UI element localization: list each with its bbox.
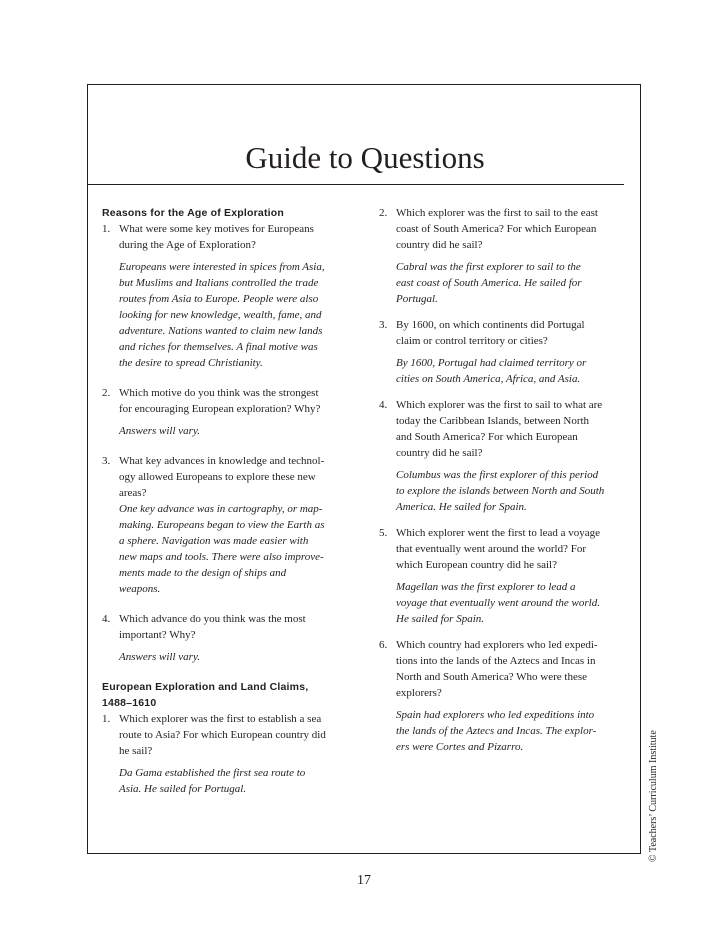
question-line: important? Why? [119, 629, 196, 641]
question-line: during the Age of Exploration? [119, 239, 256, 251]
question-text [396, 637, 627, 701]
answer [102, 501, 352, 597]
question-line: coast of South America? For which European [396, 223, 597, 235]
answer-line: Answers will vary. [119, 425, 200, 437]
answer-line: looking for new knowledge, wealth, fame, and [119, 309, 322, 321]
answer-line: but Muslims and Italians controlled the trade [119, 277, 319, 289]
question-number: 1. [102, 713, 111, 725]
question-number: 3. [102, 455, 111, 467]
answer [379, 707, 627, 755]
question-number: 2. [102, 387, 111, 399]
question-line: North and South America? Who were these [396, 671, 588, 683]
answer-line: Portugal. [396, 293, 438, 305]
answer-line: Spain had explorers who led expeditions into [396, 709, 595, 721]
answer-line: Magellan was the first explorer to lead a [396, 581, 576, 593]
question-line: tions into the lands of the Aztecs and Incas in [396, 655, 596, 667]
question-text [119, 221, 352, 253]
question [102, 385, 352, 417]
answer-line: Asia. He sailed for Portugal. [119, 783, 247, 795]
answer-line: weapons. [119, 583, 161, 595]
answer-line: One key advance was in cartography, or map- [119, 503, 323, 515]
section-heading [102, 679, 352, 711]
question-line: which European country did he sail? [396, 559, 557, 571]
question-line: route to Asia? For which European country did [119, 729, 326, 741]
answer [102, 765, 352, 797]
answer-line: Europeans were interested in spices from Asia, [119, 261, 325, 273]
question-number: 1. [102, 223, 111, 235]
question-line: that eventually went around the world? For [396, 543, 587, 555]
question [102, 453, 352, 501]
answer-line: east coast of South America. He sailed for [396, 277, 582, 289]
copyright-notice: © Teachers’ Curriculum Institute [648, 730, 659, 862]
answer-line: new maps and tools. There were also improve- [119, 551, 324, 563]
question-line: explorers? [396, 687, 442, 699]
question-line: Which explorer was the first to establish a sea [119, 713, 322, 725]
question-line: Which explorer was the first to sail to what are [396, 399, 603, 411]
question-line: ogy allowed Europeans to explore these new [119, 471, 316, 483]
answer [102, 649, 352, 665]
section-heading-line: 1488–1610 [102, 697, 157, 709]
answer [379, 259, 627, 307]
question [102, 711, 352, 759]
answer-line: the desire to spread Christianity. [119, 357, 263, 369]
question-line: Which country had explorers who led expedi- [396, 639, 598, 651]
answer [102, 423, 352, 439]
answer-line: a sphere. Navigation was made easier with [119, 535, 309, 547]
answer [379, 579, 627, 627]
question-line: What were some key motives for Europeans [119, 223, 314, 235]
answer-line: Cabral was the first explorer to sail to the [396, 261, 581, 273]
answer-line: voyage that eventually went around the world. [396, 597, 600, 609]
question-text [119, 453, 352, 501]
question-line: country did he sail? [396, 239, 483, 251]
question-line: Which motive do you think was the strongest [119, 387, 319, 399]
question-line: By 1600, on which continents did Portugal [396, 319, 585, 331]
question-text [396, 317, 627, 349]
question-line: areas? [119, 487, 147, 499]
question-number: 5. [379, 527, 388, 539]
question-number: 6. [379, 639, 388, 651]
question-text [119, 385, 352, 417]
question-text [396, 525, 627, 573]
question-line: today the Caribbean Islands, between North [396, 415, 590, 427]
page-number: 17 [357, 873, 371, 888]
question-line: and South America? For which European [396, 431, 578, 443]
question [379, 397, 627, 461]
question-line: Which explorer was the first to sail to the east [396, 207, 598, 219]
question-text [119, 611, 352, 643]
answer-line: making. Europeans began to view the Earth as [119, 519, 325, 531]
question [379, 317, 627, 349]
question-line: Which explorer went the first to lead a voyage [396, 527, 601, 539]
question-text [396, 205, 627, 253]
answer-line: He sailed for Spain. [396, 613, 484, 625]
question-line: What key advances in knowledge and technol- [119, 455, 325, 467]
answer-line: Columbus was the first explorer of this period [396, 469, 599, 481]
title-rule [87, 184, 624, 185]
answer-line: adventure. Nations wanted to claim new lands [119, 325, 323, 337]
answer [379, 467, 627, 515]
question [379, 525, 627, 573]
answer-line: ers were Cortes and Pizarro. [396, 741, 524, 753]
question-number: 4. [102, 613, 111, 625]
left-column [102, 205, 352, 797]
answer-line: routes from Asia to Europe. People were also [119, 293, 319, 305]
question-text [396, 397, 627, 461]
question-number: 2. [379, 207, 388, 219]
answer-line: By 1600, Portugal had claimed territory or [396, 357, 587, 369]
answer-line: cities on South America, Africa, and Asia. [396, 373, 581, 385]
section-heading: Reasons for the Age of Exploration [102, 207, 285, 219]
question-line: for encouraging European exploration? Why? [119, 403, 321, 415]
right-column [379, 205, 627, 755]
question [379, 205, 627, 253]
question-number: 4. [379, 399, 388, 411]
question [379, 637, 627, 701]
answer-line: and riches for themselves. A final motive was [119, 341, 318, 353]
question-line: country did he sail? [396, 447, 483, 459]
question-number: 3. [379, 319, 388, 331]
question-line: Which advance do you think was the most [119, 613, 306, 625]
answer-line: to explore the islands between North and South [396, 485, 605, 497]
question [102, 611, 352, 643]
answer-line: Da Gama established the first sea route to [119, 767, 306, 779]
answer-line: Answers will vary. [119, 651, 200, 663]
question-line: he sail? [119, 745, 153, 757]
page-title: Guide to Questions [245, 140, 485, 175]
question-text [119, 711, 352, 759]
section-heading-line: European Exploration and Land Claims, [102, 681, 309, 693]
question [102, 221, 352, 253]
answer [102, 259, 352, 371]
answer [379, 355, 627, 387]
answer-line: America. He sailed for Spain. [396, 501, 527, 513]
answer-line: ments made to the design of ships and [119, 567, 287, 579]
answer-line: the lands of the Aztecs and Incas. The explor- [396, 725, 597, 737]
question-line: claim or control territory or cities? [396, 335, 548, 347]
